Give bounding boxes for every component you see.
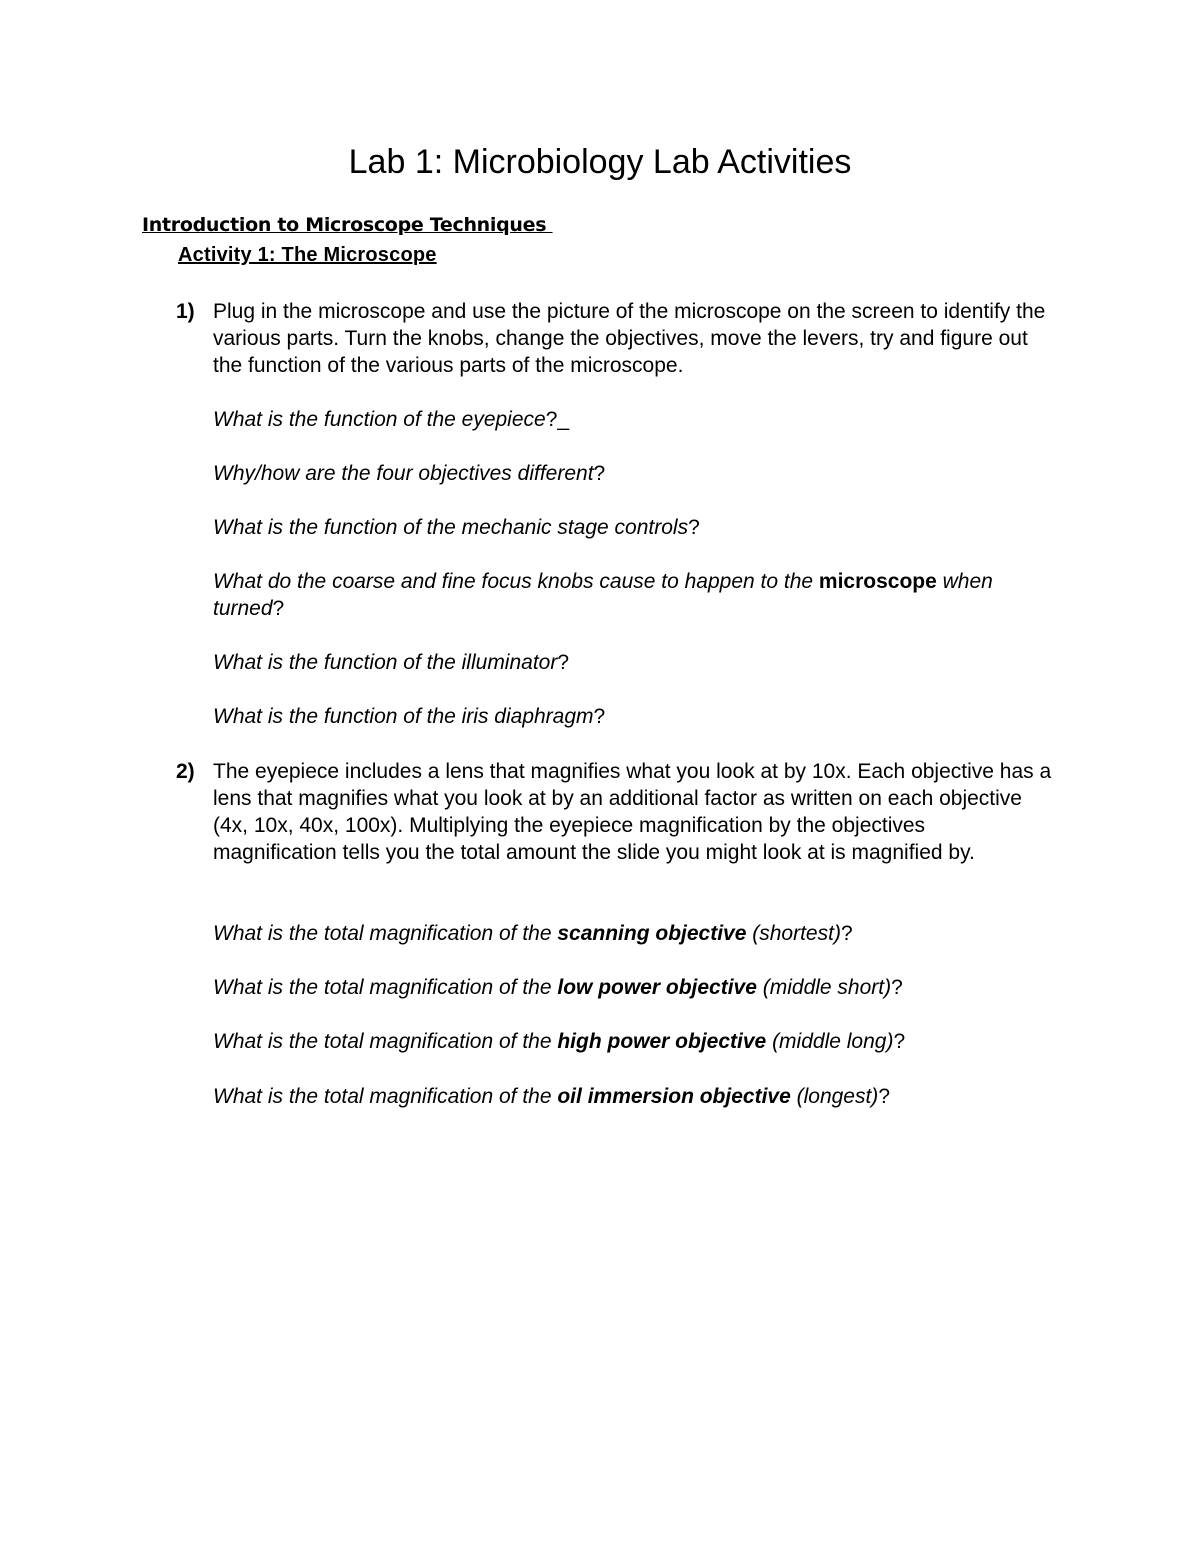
- question-objectives: [213, 460, 1053, 487]
- item-number: 2): [176, 760, 195, 783]
- question-text: What is the function of the illuminator: [213, 651, 558, 674]
- question-mark: ?: [688, 516, 700, 539]
- question-mark: ?: [893, 1030, 906, 1053]
- question-bold: low power objective: [557, 976, 757, 999]
- question-text: What is the total magnification of the: [213, 976, 558, 999]
- question-iris-diaphragm: [213, 703, 1053, 730]
- question-bold: scanning objective: [557, 922, 747, 945]
- question-text: What is the total magnification of the: [213, 922, 558, 945]
- question-text: What is the function of the eyepiece: [213, 408, 546, 431]
- question-mark: ?: [593, 462, 606, 485]
- question-text: when turned: [213, 570, 993, 620]
- page-title: Lab 1: Microbiology Lab Activities: [348, 143, 852, 181]
- question-text: (middle short): [756, 976, 892, 999]
- question-bold: oil immersion objective: [557, 1085, 791, 1108]
- question-mark: ?_: [545, 408, 570, 431]
- question-low-power-objective: [213, 974, 1053, 1001]
- question-oil-immersion-objective: [213, 1083, 1053, 1110]
- question-illuminator: [213, 649, 1053, 676]
- question-text: (longest): [790, 1085, 879, 1108]
- question-mark: ?: [593, 705, 606, 728]
- question-text: (middle long): [766, 1030, 894, 1053]
- question-eyepiece: [213, 406, 1053, 433]
- question-mark: ?: [891, 976, 903, 999]
- item-text: The eyepiece includes a lens that magnifies what you look at by 10x. Each objective has a lens that magnifies what you look at by an additional factor as written on each objective (4x, 10x, 40x, 100x). Multiplying the eyepiece magnification by the objectives magnification tells you the total amount the slide you might look at is magnified by.: [213, 760, 1052, 864]
- question-mark: ?: [840, 922, 853, 945]
- activity-heading: Activity 1: The Microscope: [178, 244, 437, 266]
- question-text: (shortest): [746, 922, 841, 945]
- item-number: 1): [176, 300, 195, 323]
- question-mark: ?: [272, 597, 285, 620]
- question-text: What is the total magnification of the: [213, 1085, 558, 1108]
- question-focus-knobs: [213, 568, 1053, 622]
- question-stage-controls: [213, 514, 1053, 541]
- question-text: What is the total magnification of the: [213, 1030, 558, 1053]
- item-text: Plug in the microscope and use the picture of the microscope on the screen to identify the various parts. Turn the knobs, change the objectives, move the levers, try and figure out the function of the various parts of the microscope.: [213, 300, 1046, 377]
- question-scanning-objective: [213, 920, 1053, 947]
- question-mark: ?: [557, 651, 570, 674]
- question-text: Why/how are the four objectives different: [213, 462, 594, 485]
- question-bold: microscope: [818, 570, 937, 593]
- question-bold: high power objective: [557, 1030, 767, 1053]
- question-text: What is the function of the mechanic stage controls: [213, 516, 689, 539]
- question-high-power-objective: [213, 1028, 1053, 1055]
- question-mark: ?: [878, 1085, 890, 1108]
- question-text: What do the coarse and fine focus knobs cause to happen to the: [213, 570, 819, 593]
- question-text: What is the function of the iris diaphragm: [213, 705, 594, 728]
- section-heading: Introduction to Microscope Techniques: [142, 214, 553, 236]
